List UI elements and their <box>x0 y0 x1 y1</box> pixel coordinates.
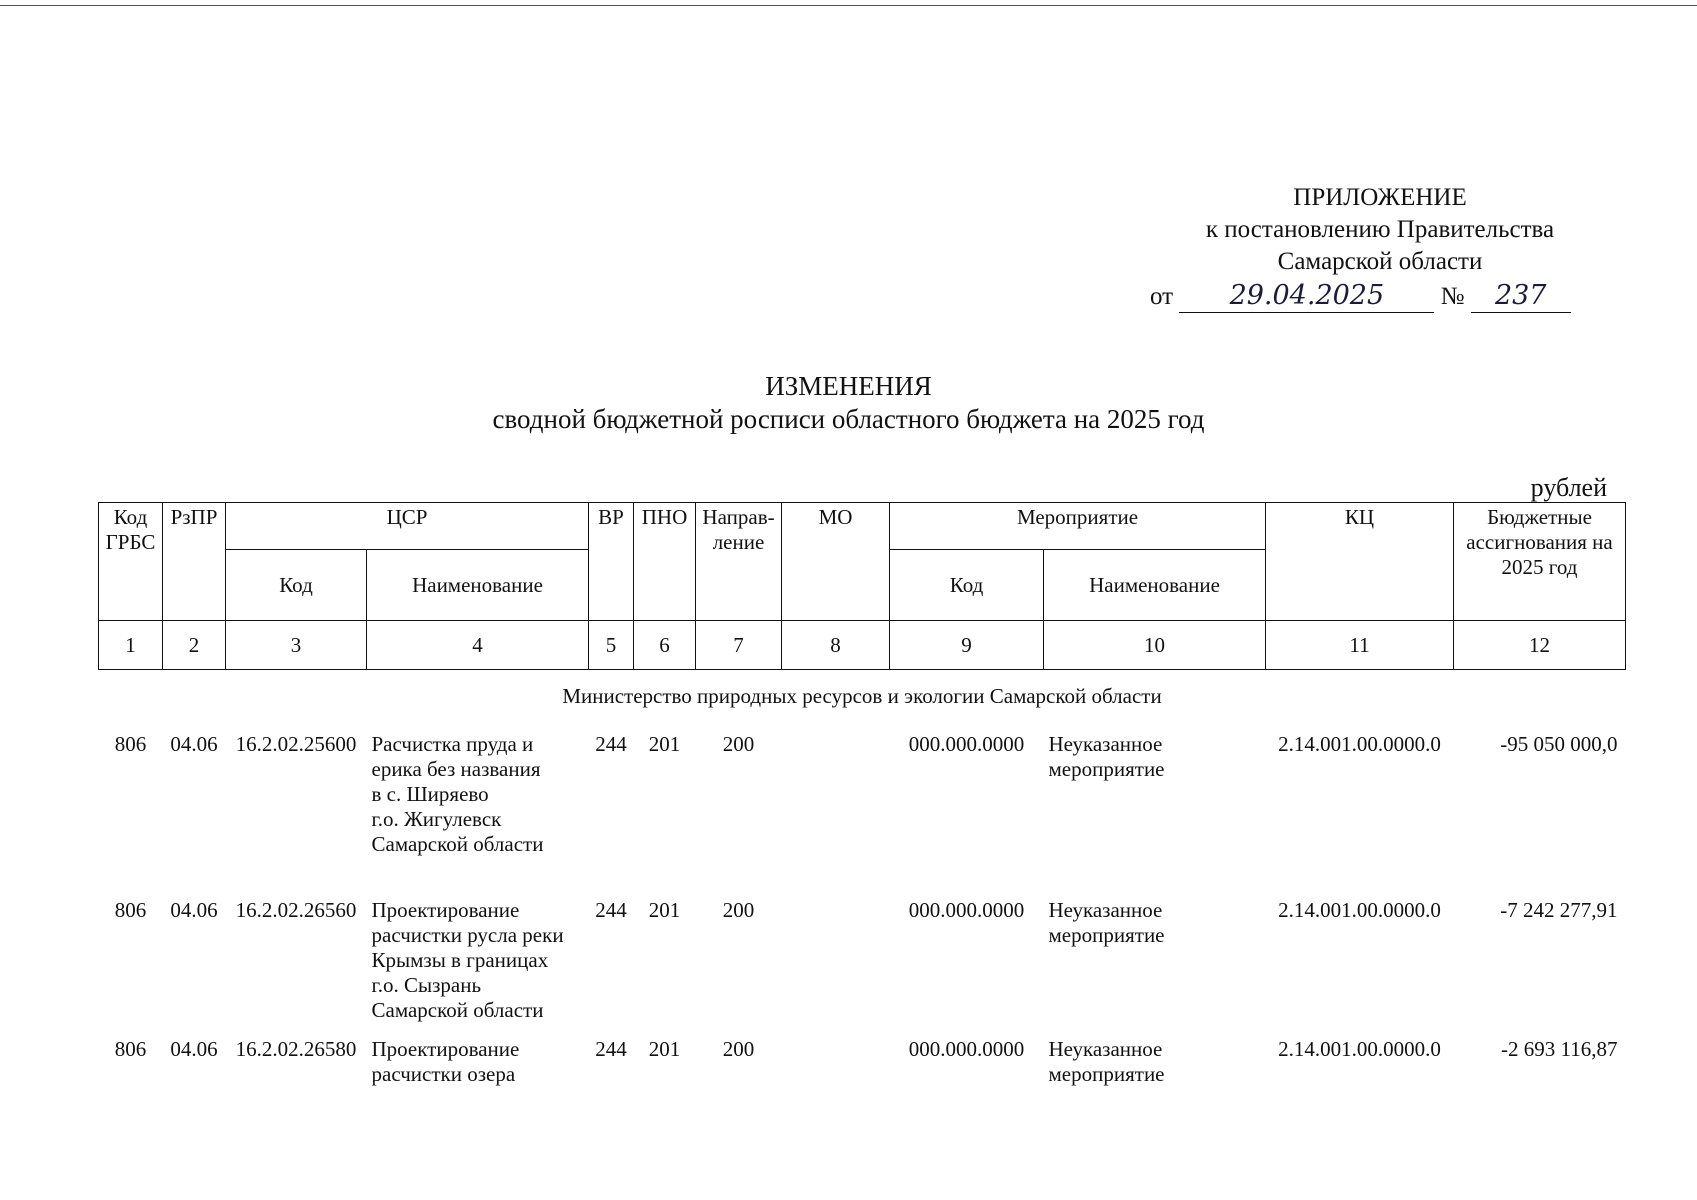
cell-mo <box>782 720 890 886</box>
appendix-line-1: к постановлению Правительства <box>1205 216 1555 243</box>
column-number: 11 <box>1266 621 1454 670</box>
column-number: 9 <box>890 621 1044 670</box>
cell-kc: 2.14.001.00.0000.0 <box>1278 732 1441 756</box>
cell-pno: 201 <box>648 1037 681 1061</box>
column-number: 6 <box>634 621 696 670</box>
document-subtitle: сводной бюджетной росписи областного бюджета на 2025 год <box>492 404 1205 434</box>
cell-event-code: 000.000.0000 <box>908 898 1025 922</box>
column-number: 12 <box>1454 621 1626 670</box>
column-number: 3 <box>226 621 367 670</box>
header-event-name: Наименование <box>1044 550 1266 621</box>
column-number: 2 <box>163 621 226 670</box>
cell-event-code: 000.000.0000 <box>908 732 1025 756</box>
header-event: Мероприятие <box>890 503 1266 550</box>
cell-vr: 244 <box>595 898 627 922</box>
cell-event-name: Неуказанное мероприятие <box>1048 1037 1165 1086</box>
document-title: ИЗМЕНЕНИЯ <box>765 371 932 401</box>
column-number: 1 <box>99 621 163 670</box>
cell-pno: 201 <box>648 732 681 756</box>
cell-amount: -2 693 116,87 <box>1501 1037 1618 1061</box>
column-number: 4 <box>367 621 589 670</box>
cell-amount: -95 050 000,0 <box>1500 732 1618 756</box>
cell-event-name: Неуказанное мероприятие <box>1048 732 1165 781</box>
cell-amount: -7 242 277,91 <box>1500 898 1618 922</box>
table-row <box>99 720 1626 886</box>
cell-event-code: 000.000.0000 <box>908 1037 1025 1061</box>
header-mo: МО <box>782 503 890 621</box>
header-pno: ПНО <box>634 503 696 621</box>
cell-direction: 200 <box>722 732 755 756</box>
column-number: 10 <box>1044 621 1266 670</box>
cell-rzpr: 04.06 <box>170 732 218 756</box>
units-label: рублей <box>1530 473 1607 502</box>
cell-event-name: Неуказанное мероприятие <box>1048 898 1165 947</box>
cell-rzpr: 04.06 <box>170 1037 218 1061</box>
header-csr: ЦСР <box>226 503 589 550</box>
cell-kc: 2.14.001.00.0000.0 <box>1278 1037 1441 1061</box>
cell-csr-code: 16.2.02.26580 <box>235 1037 357 1061</box>
cell-kc: 2.14.001.00.0000.0 <box>1278 898 1441 922</box>
number-label: № <box>1440 283 1465 310</box>
cell-mo <box>782 886 890 1025</box>
header-grbs: Код ГРБС <box>99 503 163 621</box>
appendix-line-2: Самарской области <box>1277 248 1483 275</box>
section-title: Министерство природных ресурсов и экологии Самарской области <box>562 683 1162 708</box>
table-row <box>99 1025 1626 1099</box>
cell-csr-name: Проектирование расчистки русла реки Крымзы в границах г.о. Сызрань Самарской области <box>371 898 564 1022</box>
appendix-block <box>1150 182 1610 313</box>
cell-csr-name: Расчистка пруда и ерика без названия в с. Ширяево г.о. Жигулевск Самарской области <box>371 732 544 856</box>
cell-grbs: 806 <box>114 732 147 756</box>
header-vr: ВР <box>589 503 634 621</box>
cell-direction: 200 <box>722 898 755 922</box>
header-event-code: Код <box>890 550 1044 621</box>
handwritten-date: 29.04.2025 <box>1179 280 1434 313</box>
header-direction: Направ-ление <box>696 503 782 621</box>
header-rzpr: РзПР <box>163 503 226 621</box>
header-csr-name: Наименование <box>367 550 589 621</box>
column-number: 5 <box>589 621 634 670</box>
cell-rzpr: 04.06 <box>170 898 218 922</box>
header-csr-code: Код <box>226 550 367 621</box>
cell-csr-code: 16.2.02.25600 <box>235 732 357 756</box>
column-number: 7 <box>696 621 782 670</box>
cell-csr-name: Проектирование расчистки озера <box>371 1037 520 1086</box>
cell-grbs: 806 <box>114 898 147 922</box>
top-rule <box>0 5 1697 6</box>
cell-grbs: 806 <box>114 1037 147 1061</box>
header-allocations: Бюджетные ассигнования на 2025 год <box>1454 503 1626 621</box>
appendix-date-line <box>1150 280 1610 313</box>
header-kc: КЦ <box>1266 503 1454 621</box>
cell-vr: 244 <box>595 732 627 756</box>
from-label: от <box>1150 283 1174 310</box>
cell-vr: 244 <box>595 1037 627 1061</box>
handwritten-number: 237 <box>1471 280 1571 313</box>
cell-direction: 200 <box>722 1037 755 1061</box>
cell-csr-code: 16.2.02.26560 <box>235 898 357 922</box>
cell-pno: 201 <box>648 898 681 922</box>
column-number: 8 <box>782 621 890 670</box>
cell-mo <box>782 1025 890 1099</box>
table-row <box>99 886 1626 1025</box>
appendix-title: ПРИЛОЖЕНИЕ <box>1293 184 1467 211</box>
budget-table <box>98 502 1626 1099</box>
